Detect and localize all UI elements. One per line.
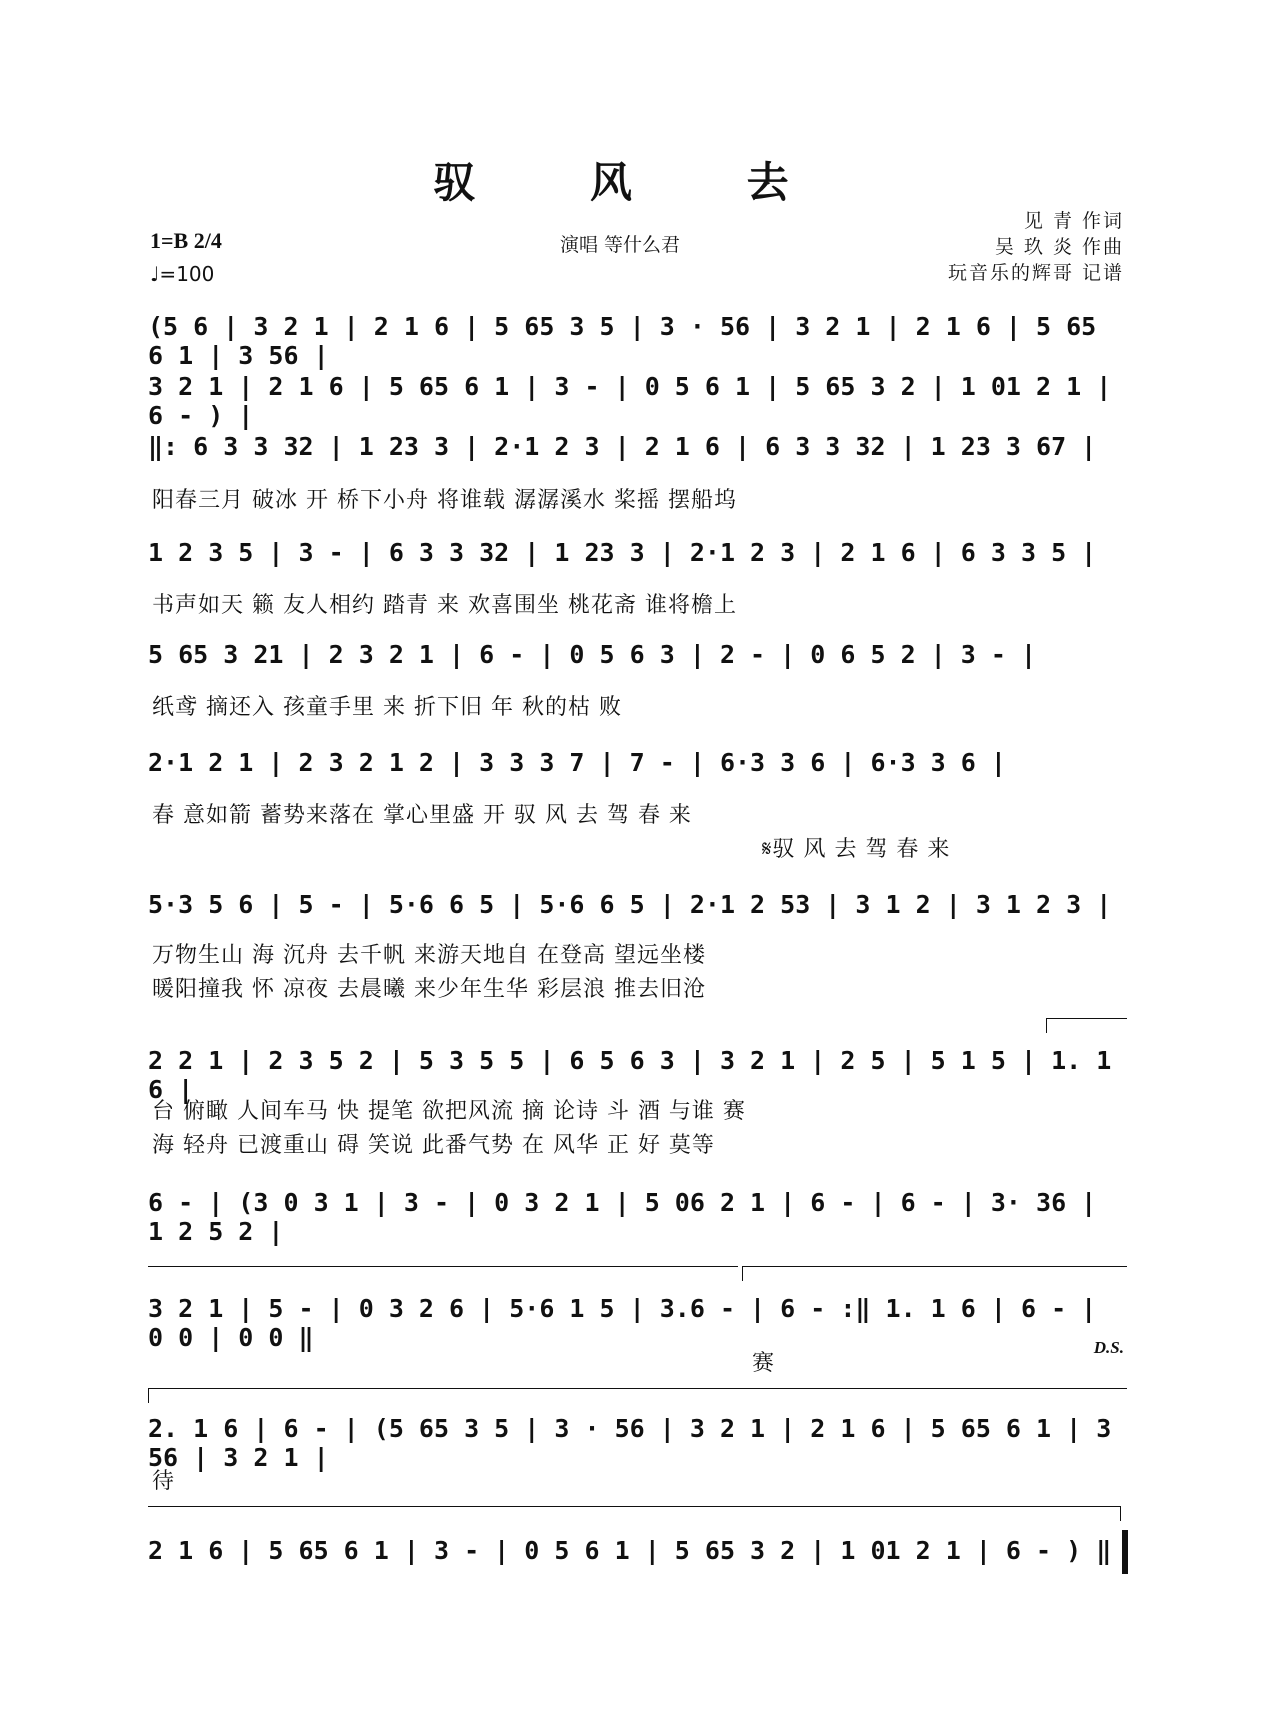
- first-ending-bracket-2: [742, 1266, 1127, 1281]
- second-ending-bracket: [148, 1388, 1127, 1403]
- lyric-line-6b: 𝄋驭 风 去 驾 春 来: [762, 837, 951, 862]
- score-line-10: 3 2 1 | 5 - | 0 3 2 6 | 5·6 1 5 | 3.6 - | 6 - :‖ 1. 1 6 | 6 - | 0 0 | 0 0 ‖: [148, 1294, 1097, 1352]
- tempo-marking: ♩=100: [150, 262, 215, 286]
- singer-credit: 演唱 等什么君: [560, 234, 681, 256]
- score-line-7: 5·3 5 6 | 5 - | 5·6 6 5 | 5·6 6 5 | 2·1 2 53 | 3 1 2 | 3 1 2 3 |: [148, 890, 1112, 919]
- score-line-2: 3 2 1 | 2 1 6 | 5 65 6 1 | 3 - | 0 5 6 1 | 5 65 3 2 | 1 01 2 1 | 6 - ) |: [148, 372, 1112, 430]
- coda-bracket: [148, 1506, 1121, 1521]
- score-line-5: 5 65 3 21 | 2 3 2 1 | 6 - | 0 5 6 3 | 2 - | 0 6 5 2 | 3 - |: [148, 640, 1037, 669]
- dal-segno-marking: D.S.: [1093, 1338, 1124, 1357]
- song-title: 驭 风 去: [433, 158, 839, 207]
- first-ending-bracket: [1046, 1018, 1127, 1033]
- score-line-4: 1 2 3 5 | 3 - | 6 3 3 32 | 1 23 3 | 2·1 2 3 | 2 1 6 | 6 3 3 5 |: [148, 538, 1097, 567]
- score-line-8: 2 2 1 | 2 3 5 2 | 5 3 5 5 | 6 5 6 3 | 3 2 1 | 2 5 | 5 1 5 | 1. 1 6 |: [148, 1046, 1112, 1104]
- score-line-6: 2·1 2 1 | 2 3 2 1 2 | 3 3 3 7 | 7 - | 6·3 3 6 | 6·3 3 6 |: [148, 748, 1006, 777]
- score-line-1: (5 6 | 3 2 1 | 2 1 6 | 5 65 3 5 | 3 · 56 | 3 2 1 | 2 1 6 | 5 65 6 1 | 3 56 |: [148, 312, 1097, 370]
- lyric-line-6a: 春 意如箭 蓄势来落在 掌心里盛 开 驭 风 去 驾 春 来: [152, 803, 692, 828]
- repeat-bracket: [148, 1266, 738, 1281]
- lyric-line-11: 待: [152, 1469, 176, 1494]
- lyric-line-10: 赛: [752, 1351, 776, 1376]
- transcriber-credit: 玩音乐的辉哥 记谱: [947, 262, 1124, 284]
- lyric-line-5: 纸鸢 摘还入 孩童手里 来 折下旧 年 秋的枯 败: [152, 695, 622, 720]
- lyric-line-4: 书声如天 籁 友人相约 踏青 来 欢喜围坐 桃花斋 谁将檐上: [152, 593, 737, 618]
- lyricist-credit: 见 青 作词: [1023, 210, 1124, 232]
- lyric-line-3: 阳春三月 破冰 开 桥下小舟 将谁载 潺潺溪水 桨摇 摆船坞: [152, 488, 737, 513]
- score-line-11: 2. 1 6 | 6 - | (5 65 3 5 | 3 · 56 | 3 2 1 | 2 1 6 | 5 65 6 1 | 3 56 | 3 2 1 |: [148, 1414, 1112, 1472]
- composer-credit: 吴 玖 炎 作曲: [994, 236, 1124, 258]
- score-line-12: 2 1 6 | 5 65 6 1 | 3 - | 0 5 6 1 | 5 65 3 2 | 1 01 2 1 | 6 - ) ‖: [148, 1536, 1112, 1565]
- final-barline: [1122, 1530, 1128, 1574]
- key-signature: 1=B 2/4: [150, 228, 222, 253]
- lyric-line-8b: 海 轻舟 已渡重山 碍 笑说 此番气势 在 风华 正 好 莫等: [152, 1133, 715, 1158]
- score-line-3: ‖: 6 3 3 32 | 1 23 3 | 2·1 2 3 | 2 1 6 | 6 3 3 32 | 1 23 3 67 |: [148, 432, 1097, 461]
- score-line-9: 6 - | (3 0 3 1 | 3 - | 0 3 2 1 | 5 06 2 1 | 6 - | 6 - | 3· 36 | 1 2 5 2 |: [148, 1188, 1097, 1246]
- lyric-line-7a: 万物生山 海 沉舟 去千帆 来游天地自 在登高 望远坐楼: [152, 943, 706, 968]
- lyric-line-7b: 暖阳撞我 怀 凉夜 去晨曦 来少年生华 彩层浪 推去旧沧: [152, 977, 706, 1002]
- lyric-line-8a: 台 俯瞰 人间车马 快 提笔 欲把风流 摘 论诗 斗 酒 与谁 赛: [152, 1099, 746, 1124]
